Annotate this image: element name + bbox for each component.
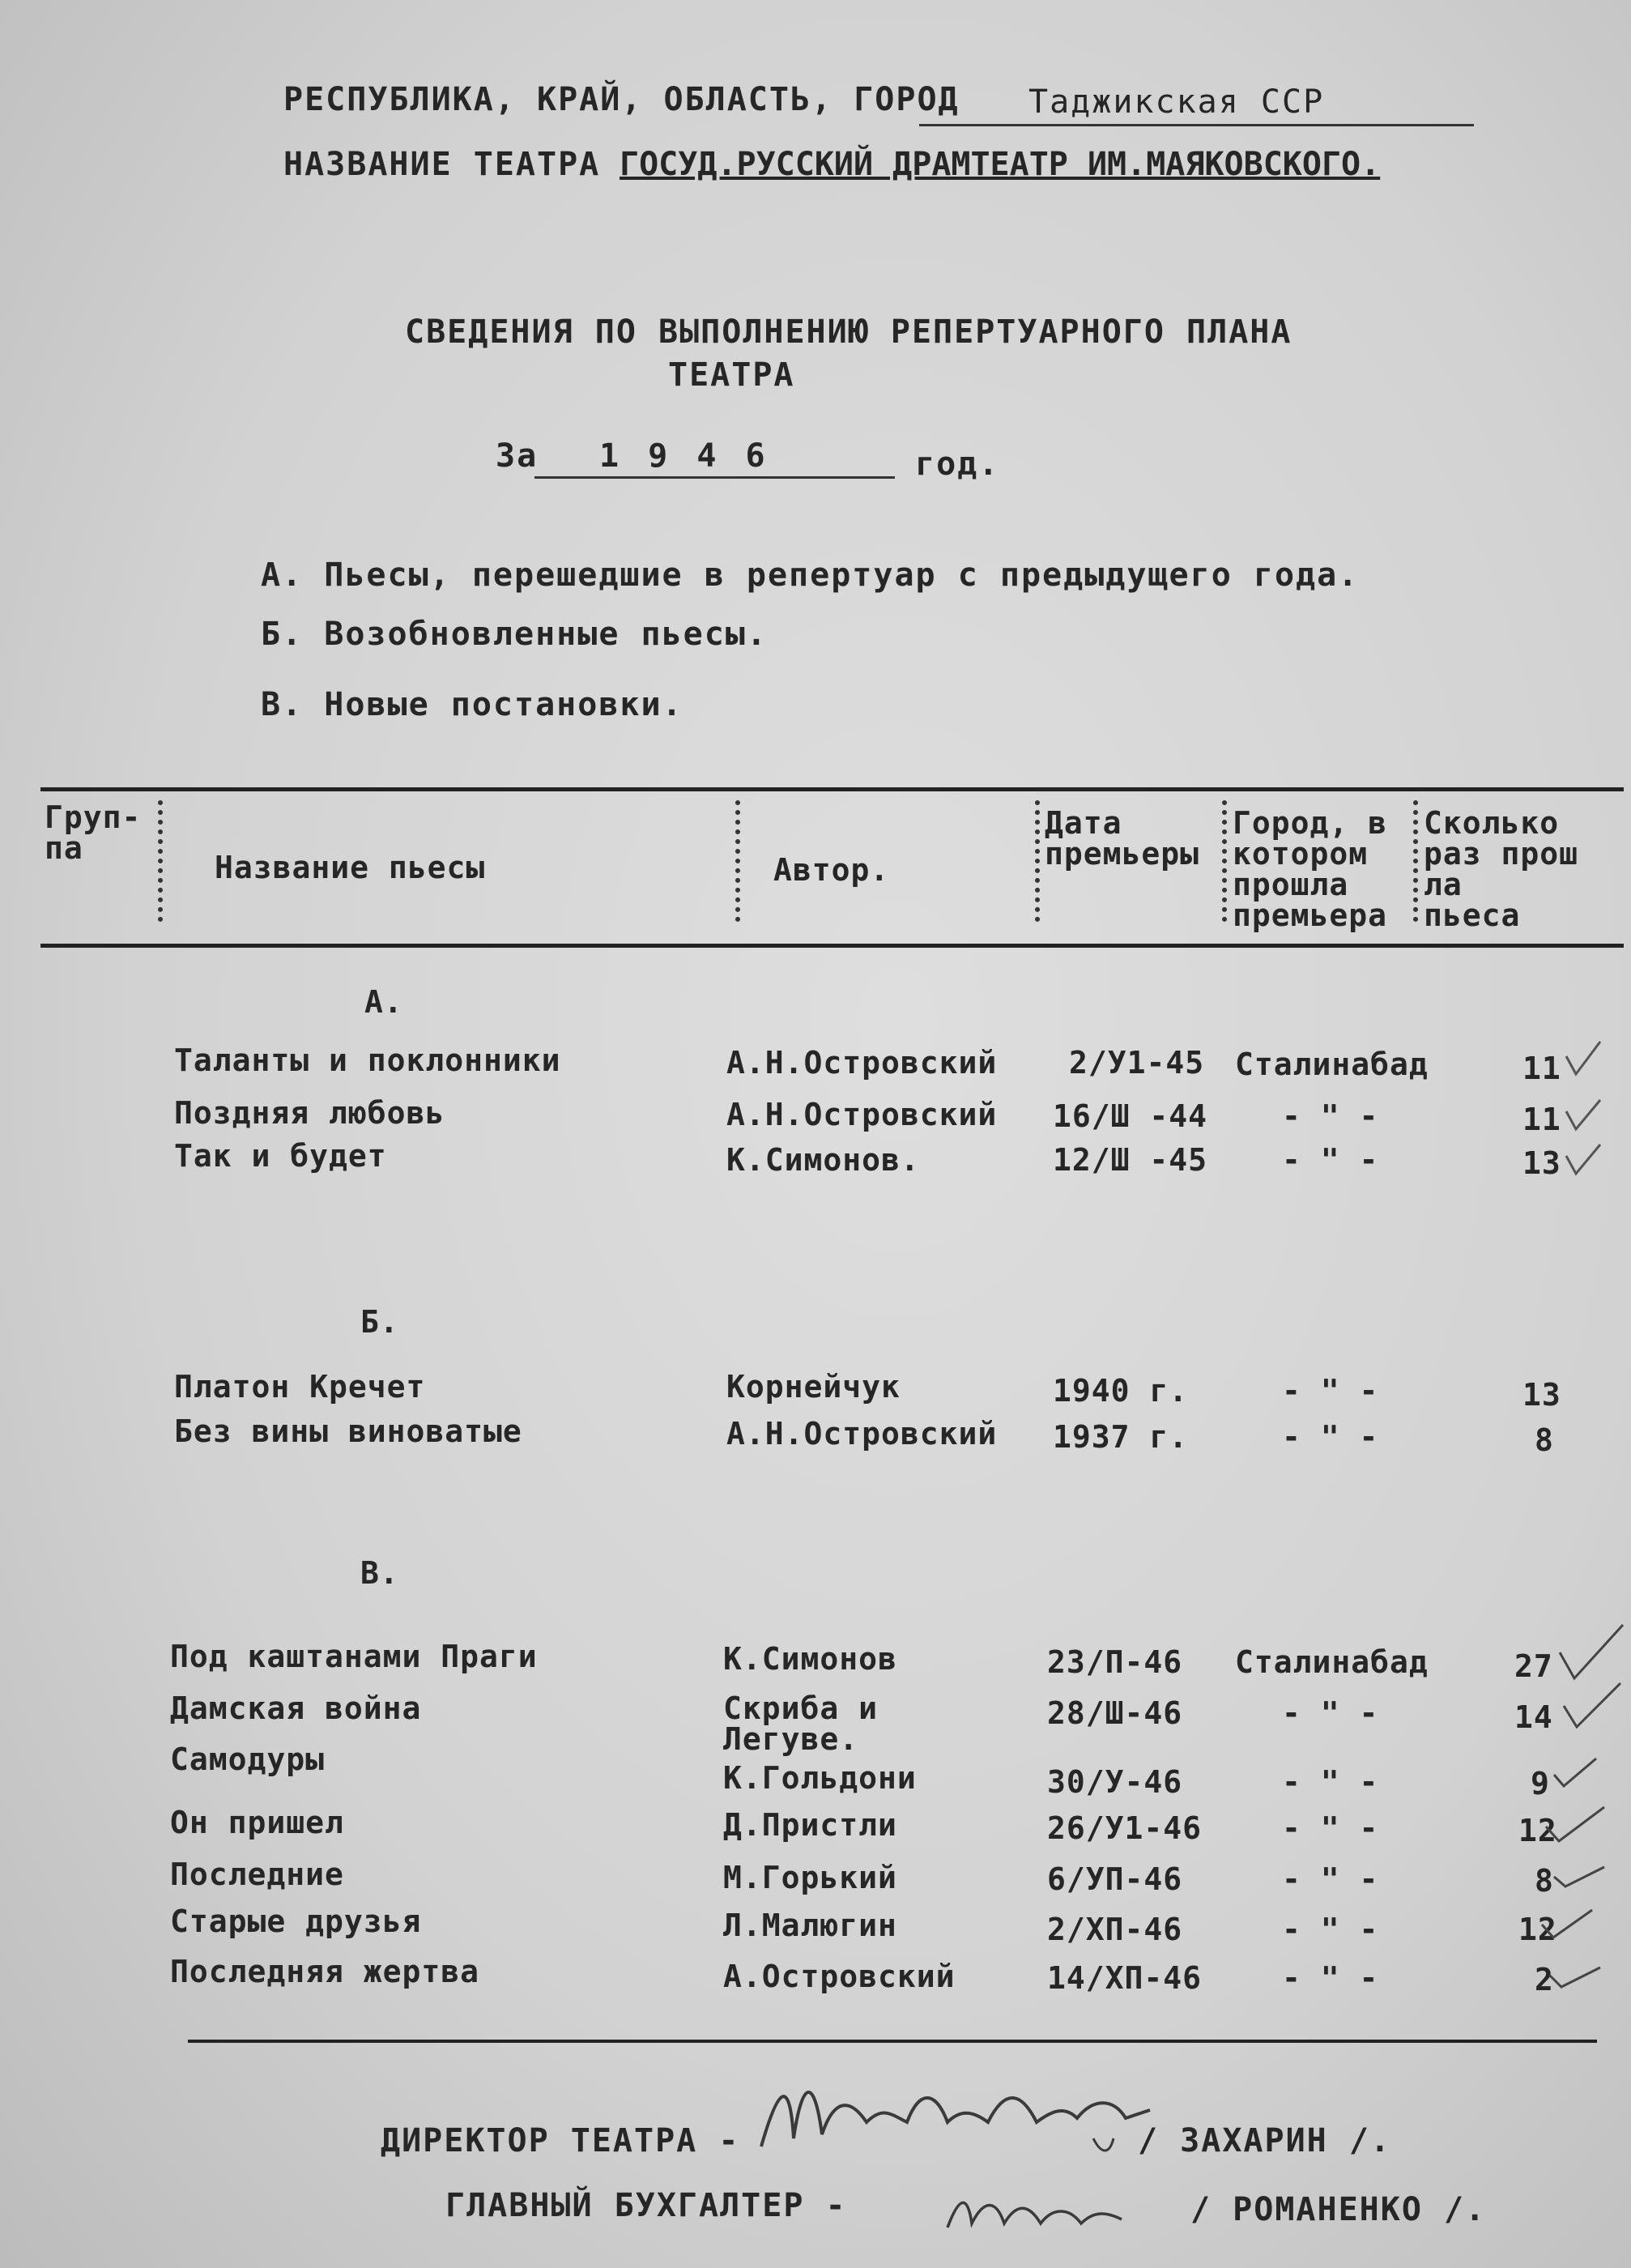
title-line-1: СВЕДЕНИЯ ПО ВЫПОЛНЕНИЮ РЕПЕРТУАРНОГО ПЛАНА (405, 313, 1292, 351)
legend-item-b: Б. Возобновленные пьесы. (261, 616, 768, 653)
play-author: А.Островский (723, 1959, 956, 1994)
theatre-value: ГОСУД.РУССКИЙ ДРАМТЕАТР ИМ.МАЯКОВСКОГО. (620, 146, 1381, 183)
check-mark-icon (1551, 1754, 1599, 1790)
col-date-header: Дата премьеры (1045, 805, 1200, 872)
year-prefix: За (496, 437, 539, 475)
performance-count: 8 (1535, 1863, 1554, 1899)
check-mark-icon (1559, 1677, 1624, 1733)
director-signature (745, 2041, 1199, 2163)
section-label-a: А. (364, 984, 403, 1020)
col-count-header: Сколько раз прош ла пьеса (1424, 805, 1579, 933)
region-underline (919, 124, 1474, 126)
premiere-date: 2/У1-45 (1069, 1045, 1205, 1081)
col-author-header: Автор. (773, 852, 890, 888)
table-header-bottom-rule (40, 944, 1624, 948)
section-label-b: Б. (360, 1304, 399, 1340)
performance-count: 11 (1522, 1102, 1561, 1137)
play-author: К.Симонов. (726, 1142, 920, 1178)
year-underline (534, 476, 895, 479)
check-mark-icon (1551, 1859, 1608, 1891)
legend-item-v: В. Новые постановки. (261, 686, 683, 723)
col-city-header: Город, в котором прошла премьера (1233, 805, 1388, 933)
region-label: РЕСПУБЛИКА, КРАЙ, ОБЛАСТЬ, ГОРОД (283, 81, 960, 118)
premiere-city: - " - (1282, 1142, 1379, 1178)
play-author: К.Симонов (723, 1641, 897, 1677)
play-author: Л.Малюгин (723, 1908, 897, 1943)
premiere-date: 12/Ш -45 (1053, 1142, 1208, 1178)
premiere-city: - " - (1282, 1373, 1379, 1409)
play-author: А.Н.Островский (726, 1045, 998, 1081)
play-title: Так и будет (174, 1138, 387, 1174)
performance-count: 27 (1514, 1648, 1553, 1684)
play-title: Последняя жертва (170, 1954, 480, 1989)
play-title: Старые друзья (170, 1904, 422, 1939)
column-divider (735, 800, 740, 922)
performance-count: 12 (1518, 1813, 1557, 1848)
play-author: К.Гольдони (723, 1760, 917, 1796)
play-author: А.Н.Островский (726, 1097, 998, 1132)
play-title: Без вины виноватые (174, 1413, 522, 1449)
accountant-signature (939, 2179, 1134, 2244)
title-line-2: ТЕАТРА (668, 356, 795, 394)
premiere-city: - " - (1282, 1098, 1379, 1134)
check-mark-icon (1563, 1038, 1603, 1079)
premiere-date: 16/Ш -44 (1053, 1098, 1208, 1134)
premiere-date: 6/УП-46 (1047, 1861, 1183, 1897)
premiere-city: - " - (1282, 1861, 1379, 1897)
play-author: Скриба и Легуве. (723, 1690, 879, 1757)
play-author: Корнейчук (726, 1369, 901, 1405)
premiere-city: - " - (1282, 1695, 1379, 1731)
check-mark-icon (1543, 1802, 1608, 1847)
col-title-header: Название пьесы (215, 850, 486, 885)
performance-count: 13 (1522, 1377, 1561, 1413)
table-top-rule (40, 787, 1624, 791)
performance-count: 8 (1535, 1422, 1554, 1458)
premiere-date: 1940 г. (1053, 1373, 1189, 1409)
play-title: Платон Кречет (174, 1369, 426, 1405)
premiere-city: - " - (1282, 1810, 1379, 1846)
accountant-label: ГЛАВНЫЙ БУХГАЛТЕР - (445, 2187, 847, 2224)
premiere-date: 28/Ш-46 (1047, 1695, 1183, 1731)
column-divider (158, 800, 163, 922)
check-mark-icon (1539, 1904, 1595, 1944)
play-title: Дамская война (170, 1690, 422, 1726)
check-mark-icon (1563, 1094, 1603, 1134)
performance-count: 11 (1522, 1051, 1561, 1086)
play-title: Под каштанами Праги (170, 1639, 538, 1674)
performance-count: 9 (1531, 1766, 1550, 1801)
premiere-city: - " - (1282, 1960, 1379, 1996)
performance-count: 2 (1535, 1962, 1554, 1997)
play-title: Таланты и поклонники (174, 1042, 561, 1078)
performance-count: 13 (1522, 1145, 1561, 1181)
premiere-date: 23/П-46 (1047, 1644, 1183, 1680)
col-group-header: Груп- па (45, 799, 142, 866)
year-value: 1 9 4 6 (599, 437, 770, 475)
premiere-city: - " - (1282, 1912, 1379, 1947)
play-author: Д.Пристли (723, 1807, 897, 1843)
accountant-name: / РОМАНЕНКО /. (1190, 2191, 1487, 2228)
play-title: Самодуры (170, 1742, 326, 1777)
director-label: ДИРЕКТОР ТЕАТРА - (381, 2122, 740, 2159)
premiere-date: 2/ХП-46 (1047, 1912, 1183, 1947)
region-value: Таджикская ССР (1028, 83, 1325, 121)
premiere-city: Сталинабад (1235, 1047, 1429, 1082)
play-author: М.Горький (723, 1860, 897, 1895)
premiere-city: Сталинабад (1235, 1644, 1429, 1680)
play-title: Последние (170, 1857, 344, 1892)
check-mark-icon (1555, 1620, 1628, 1685)
play-title: Поздняя любовь (174, 1095, 445, 1131)
column-divider (1222, 800, 1227, 922)
check-mark-icon (1563, 1138, 1603, 1179)
year-suffix: год. (915, 446, 1000, 483)
premiere-city: - " - (1282, 1764, 1379, 1800)
column-divider (1413, 800, 1418, 922)
premiere-date: 14/ХП-46 (1047, 1960, 1203, 1996)
column-divider (1035, 800, 1040, 922)
premiere-date: 1937 г. (1053, 1419, 1189, 1455)
legend-item-a: А. Пьесы, перешедшие в репертуар с предыдущего года. (261, 556, 1360, 594)
premiere-date: 26/У1-46 (1047, 1810, 1203, 1846)
director-name: / ЗАХАРИН /. (1138, 2122, 1391, 2159)
play-title: Он пришел (170, 1805, 344, 1840)
check-mark-icon (1547, 1956, 1603, 1993)
theatre-label: НАЗВАНИЕ ТЕАТРА (283, 146, 601, 183)
play-author: А.Н.Островский (726, 1416, 998, 1452)
performance-count: 14 (1514, 1699, 1553, 1735)
performance-count: 12 (1518, 1912, 1557, 1947)
section-label-v: В. (360, 1555, 399, 1591)
premiere-date: 30/У-46 (1047, 1764, 1183, 1800)
premiere-city: - " - (1282, 1419, 1379, 1455)
